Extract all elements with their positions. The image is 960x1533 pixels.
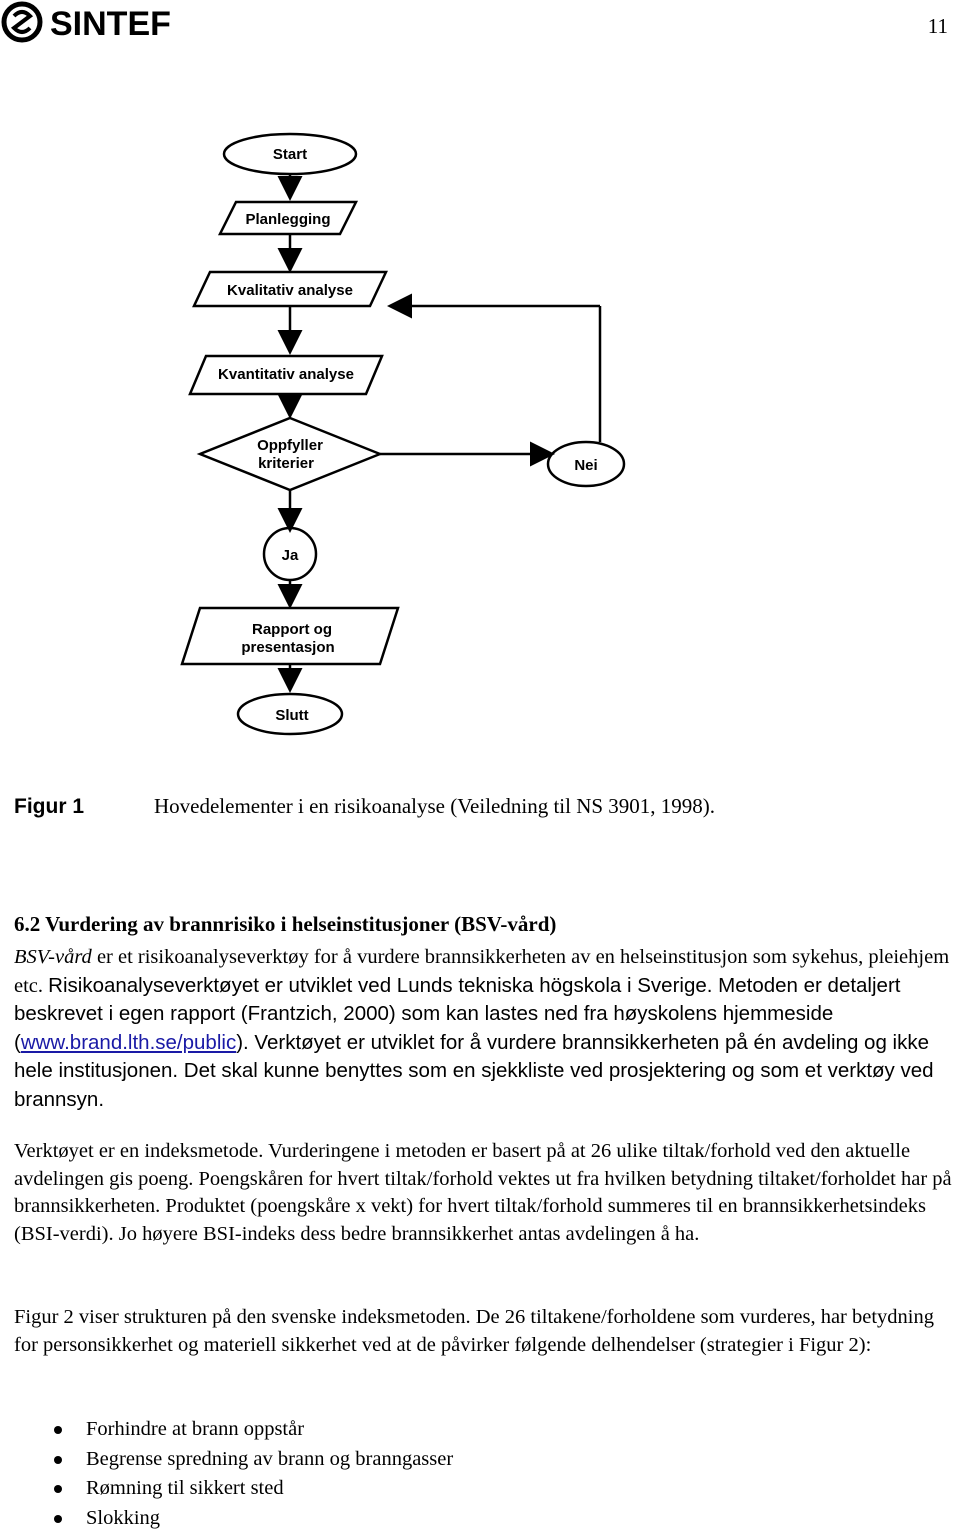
list-item-text: Begrense spredning av brann og branngasser <box>86 1448 453 1470</box>
list-item-text: Slokking <box>86 1507 160 1529</box>
bullet-icon <box>54 1515 62 1523</box>
tool-name: BSV-vård <box>14 946 92 968</box>
paragraph-1 <box>14 944 954 1114</box>
list-item <box>50 1474 453 1504</box>
figure-caption <box>14 794 715 819</box>
end-label: Slutt <box>275 707 308 724</box>
list-item-text: Forhindre at brann oppstår <box>86 1418 304 1440</box>
figure-caption-text: Hovedelementer i en risikoanalyse (Veiledning til NS 3901, 1998). <box>154 794 715 818</box>
decision-label-2: kriterier <box>258 455 314 472</box>
start-label: Start <box>273 146 307 163</box>
svg-text:SINTEF: SINTEF <box>50 5 171 43</box>
bullet-icon <box>54 1426 62 1434</box>
planning-label: Planlegging <box>245 211 330 228</box>
paragraph-2: Verktøyet er en indeksmetode. Vurderingene i metoden er basert på at 26 ulike tiltak/forhold ved den aktuelle avdelingen gis poeng. Poengskåren for hvert tiltak/forhold vektes ut fra hvilken betydning tiltaket/forholdet har på brannsikkerheten. Produktet (poengskåre x vekt) for hvert tiltak/forhold summeres til en brannsikkerhetsindeks (BSI-verdi). Jo høyere BSI-indeks dess bedre brannsikkerhet antas avdelingen å ha. <box>14 1138 954 1248</box>
bullet-icon <box>54 1485 62 1493</box>
decision-label-1: Oppfyller <box>257 437 323 454</box>
web-link[interactable]: www.brand.lth.se/public <box>21 1031 236 1054</box>
paragraph-3: Figur 2 viser strukturen på den svenske indeksmetoden. De 26 tiltakene/forholdene som vurderes, har betydning for personsikkerhet og materiell sikkerhet ved at de påvirker følgende delhendelser (strategier i Figur 2): <box>14 1304 954 1359</box>
risk-analysis-flowchart <box>180 120 640 740</box>
figure-label: Figur 1 <box>14 795 154 819</box>
decision-node <box>200 418 380 490</box>
list-item <box>50 1445 453 1475</box>
list-item <box>50 1504 453 1533</box>
no-label: Nei <box>574 457 597 474</box>
section-heading: 6.2 Vurdering av brannrisiko i helseinstitusjoner (BSV-vård) <box>14 912 556 937</box>
page-header <box>0 0 960 50</box>
report-label-1: Rapport og <box>252 621 332 638</box>
qualitative-label: Kvalitativ analyse <box>227 282 353 299</box>
strategy-list <box>50 1415 453 1533</box>
report-label-2: presentasjon <box>241 639 334 656</box>
paragraph-1-part-1: er et risikoanalyseverktøy for å vurdere brannsikkerheten av en helseinstitusjon som sykehus, pleiehjem etc. <box>14 946 949 997</box>
sintef-logo <box>0 0 220 46</box>
paragraph-1-part-3: ). Verktøyet er utviklet for å vurdere brannsikkerheten på én avdeling og ikke hele institusjonen. Det skal kunne benyttes som en sjekkliste ved prosjektering og som et verktøy ved brannsyn. <box>14 1031 934 1111</box>
yes-label: Ja <box>282 547 299 564</box>
paragraph-1-part-2: Risikoanalyseverktøyet er utviklet ved Lunds tekniska högskola i Sverige. Metoden er detaljert beskrevet i egen rapport (Frantzich, 2000) som kan lastes ned fra høyskolens hjemmeside ( <box>14 974 900 1054</box>
bullet-icon <box>54 1456 62 1464</box>
list-item <box>50 1415 453 1445</box>
list-item-text: Rømning til sikkert sted <box>86 1477 284 1499</box>
quantitative-label: Kvantitativ analyse <box>218 366 354 383</box>
page-number: 11 <box>928 14 948 39</box>
